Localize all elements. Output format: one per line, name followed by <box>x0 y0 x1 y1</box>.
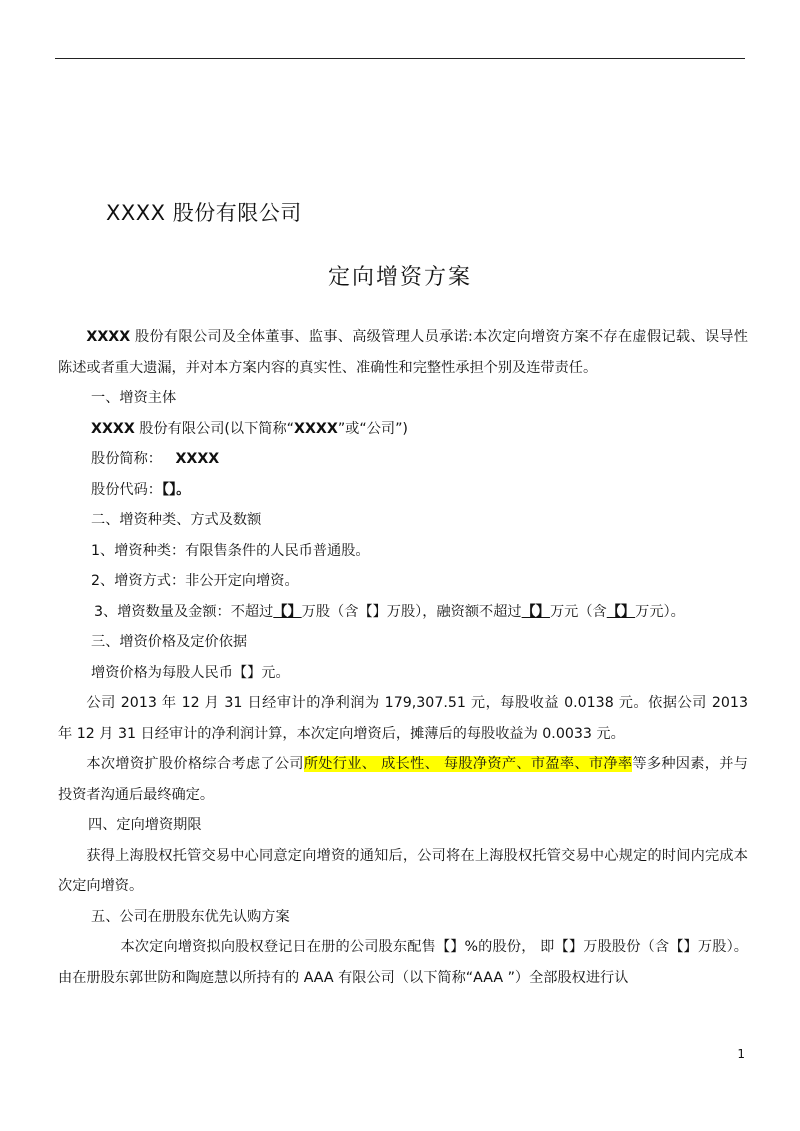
page-number: 1 <box>737 1047 745 1061</box>
item3-blank-1: 【】 <box>273 603 302 620</box>
section-2-heading: 二、增资种类、方式及数额 <box>91 512 262 528</box>
item3-blank-2: 【】 <box>521 603 550 620</box>
issuer-abbr-bold: XXXX <box>294 420 338 437</box>
intro-paragraph <box>58 322 748 383</box>
item3-blank-3: 【】 <box>606 603 636 620</box>
issuer-mid: 股份有限公司(以下简称“ <box>134 420 295 437</box>
document-body <box>58 322 748 993</box>
pricing-basis-a: 本次增资扩股价格综合考虑了公司 <box>86 756 304 772</box>
company-name: XXXX 股份有限公司 <box>106 201 302 225</box>
section-3-heading: 三、增资价格及定价依据 <box>91 634 248 650</box>
issuer-name-line <box>58 414 748 445</box>
item3-text-d: 万元（含 <box>549 603 607 620</box>
stock-code-line <box>58 475 748 506</box>
header-rule <box>55 58 745 59</box>
item3-text-c: 万股（含【】万股），融资额不超过 <box>301 603 522 620</box>
intro-text: 股份有限公司及全体董事、监事、高级管理人员承诺:本次定向增资方案不存在虚假记载、误导性陈述或者重大遗漏，并对本方案内容的真实性、准确性和完整性承担个别及连带责任。 <box>58 329 748 376</box>
item3-text-e: 万元）。 <box>635 603 685 620</box>
stock-abbr-label: 股份简称： <box>91 451 162 467</box>
section-4-paragraph: 获得上海股权托管交易中心同意定向增资的通知后，公司将在上海股权托管交易中心规定的时间内完成本次定向增资。 <box>58 847 748 894</box>
section-3-price: 增资价格为每股人民币【】元。 <box>91 664 290 681</box>
stock-code-value: 【】。 <box>161 481 191 498</box>
section-2-item-2: 2、增资方式：非公开定向增资。 <box>91 573 299 589</box>
section-2-item-1: 1、增资种类：有限售条件的人民币普通股。 <box>91 542 370 559</box>
section-5-paragraph: 本次定向增资拟向股权登记日在册的公司股东配售【】%的股份， 即【】万股股份（含【】万股）。由在册股东郭世防和陶庭慧以所持有的 AAA 有限公司（以下简称“AAA ”）全部股权进行认 <box>58 939 748 986</box>
section-5-heading: 五、公司在册股东优先认购方案 <box>91 908 290 925</box>
document-title: 定向增资方案 <box>327 265 472 290</box>
section-2-item-3 <box>58 597 748 628</box>
section-3-pricing-basis <box>58 749 748 810</box>
section-4-heading: 四、定向增资期限 <box>88 817 202 833</box>
stock-abbr-value: XXXX <box>175 451 220 467</box>
issuer-end: ”或“公司”) <box>337 420 408 437</box>
section-3-earnings: 公司 2013 年 12 月 31 日经审计的净利润为 179,307.51 元，每股收益 0.0138 元。依据公司 2013 年 12 月 31 日经审计的净利润计算，本次定向增资后，摊薄后的每股收益为 0.0033 元。 <box>58 695 748 742</box>
stock-code-label: 股份代码： <box>91 481 162 498</box>
section-1-heading: 一、增资主体 <box>91 390 177 406</box>
intro-company-bold: XXXX <box>86 329 131 345</box>
stock-abbr-line <box>58 444 748 475</box>
issuer-bold: XXXX <box>91 420 135 437</box>
item3-text-a: 3、增资数量及金额：不超过 <box>94 603 274 620</box>
pricing-basis-highlight: 所处行业、 成长性、 每股净资产、市盈率、市净率 <box>303 756 633 772</box>
pricing-basis-b: 等多种因素，并与投资者沟通后最终确定。 <box>58 756 748 803</box>
